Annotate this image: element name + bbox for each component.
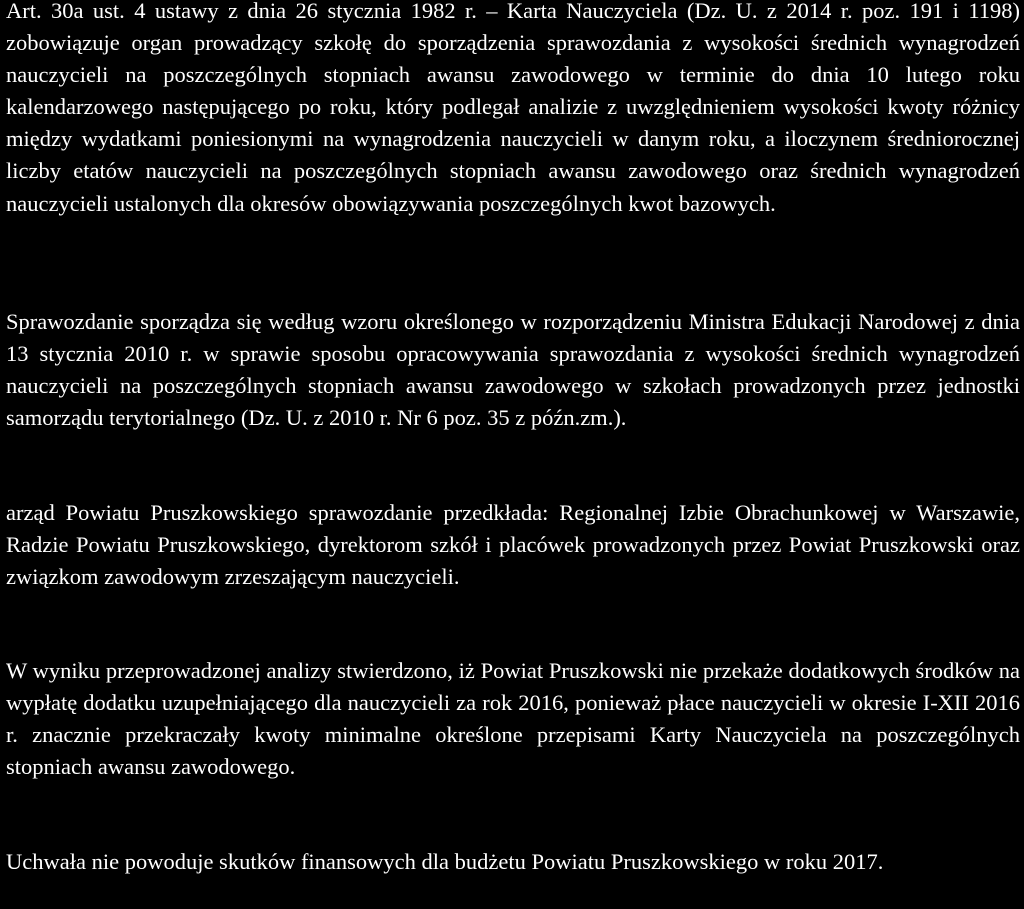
paragraph-report-template: Sprawozdanie sporządza się według wzoru określonego w rozporządzeniu Ministra Edukacji Narodowej z dnia 13 stycznia 2010 r. w sprawie sposobu opracowywania sprawozdania z wysokości średnich wynagrodzeń nauczycieli na poszczególnych stopniach awansu zawodowego w szkołach prowadzonych przez jednostki samorządu terytorialnego (Dz. U. z 2010 r. Nr 6 poz. 35 z późn.zm.). xyxy=(6,309,1020,431)
paragraph-financial-effect: Uchwała nie powoduje skutków finansowych dla budżetu Powiatu Pruszkowskiego w roku 2017. xyxy=(6,849,884,874)
paragraph-legal-basis: Art. 30a ust. 4 ustawy z dnia 26 stycznia 1982 r. – Karta Nauczyciela (Dz. U. z 2014 r. poz. 191 i 1198) zobowiązuje organ prowadzący szkołę do sporządzenia sprawozdania z wysokości średnich wynagrodzeń nauczycieli na poszczególnych stopniach awansu zawodowego w terminie do dnia 10 lutego roku kalendarzowego następującego po roku, który podlegał analizie z uwzględnieniem wysokości kwoty różnicy między wydatkami poniesionymi na wynagrodzenia nauczycieli w danym roku, a iloczynem średniorocznej liczby etatów nauczycieli na poszczególnych stopniach awansu zawodowego oraz średnich wynagrodzeń nauczycieli ustalonych dla okresów obowiązywania poszczególnych kwot bazowych. xyxy=(6,0,1020,216)
paragraph-analysis-result: W wyniku przeprowadzonej analizy stwierdzono, iż Powiat Pruszkowski nie przekaże dodatkowych środków na wypłatę dodatku uzupełniającego dla nauczycieli za rok 2016, ponieważ płace nauczycieli w okresie I-XII 2016 r. znacznie przekraczały kwoty minimalne określone przepisami Karty Nauczyciela na poszczególnych stopniach awansu zawodowego. xyxy=(6,658,1020,780)
paragraph-report-recipients: arząd Powiatu Pruszkowskiego sprawozdanie przedkłada: Regionalnej Izbie Obrachunkowej w Warszawie, Radzie Powiatu Pruszkowskiego, dyrektorom szkół i placówek prowadzonych przez Powiat Pruszkowski oraz związkom zawodowym zrzeszającym nauczycieli. xyxy=(6,500,1020,590)
